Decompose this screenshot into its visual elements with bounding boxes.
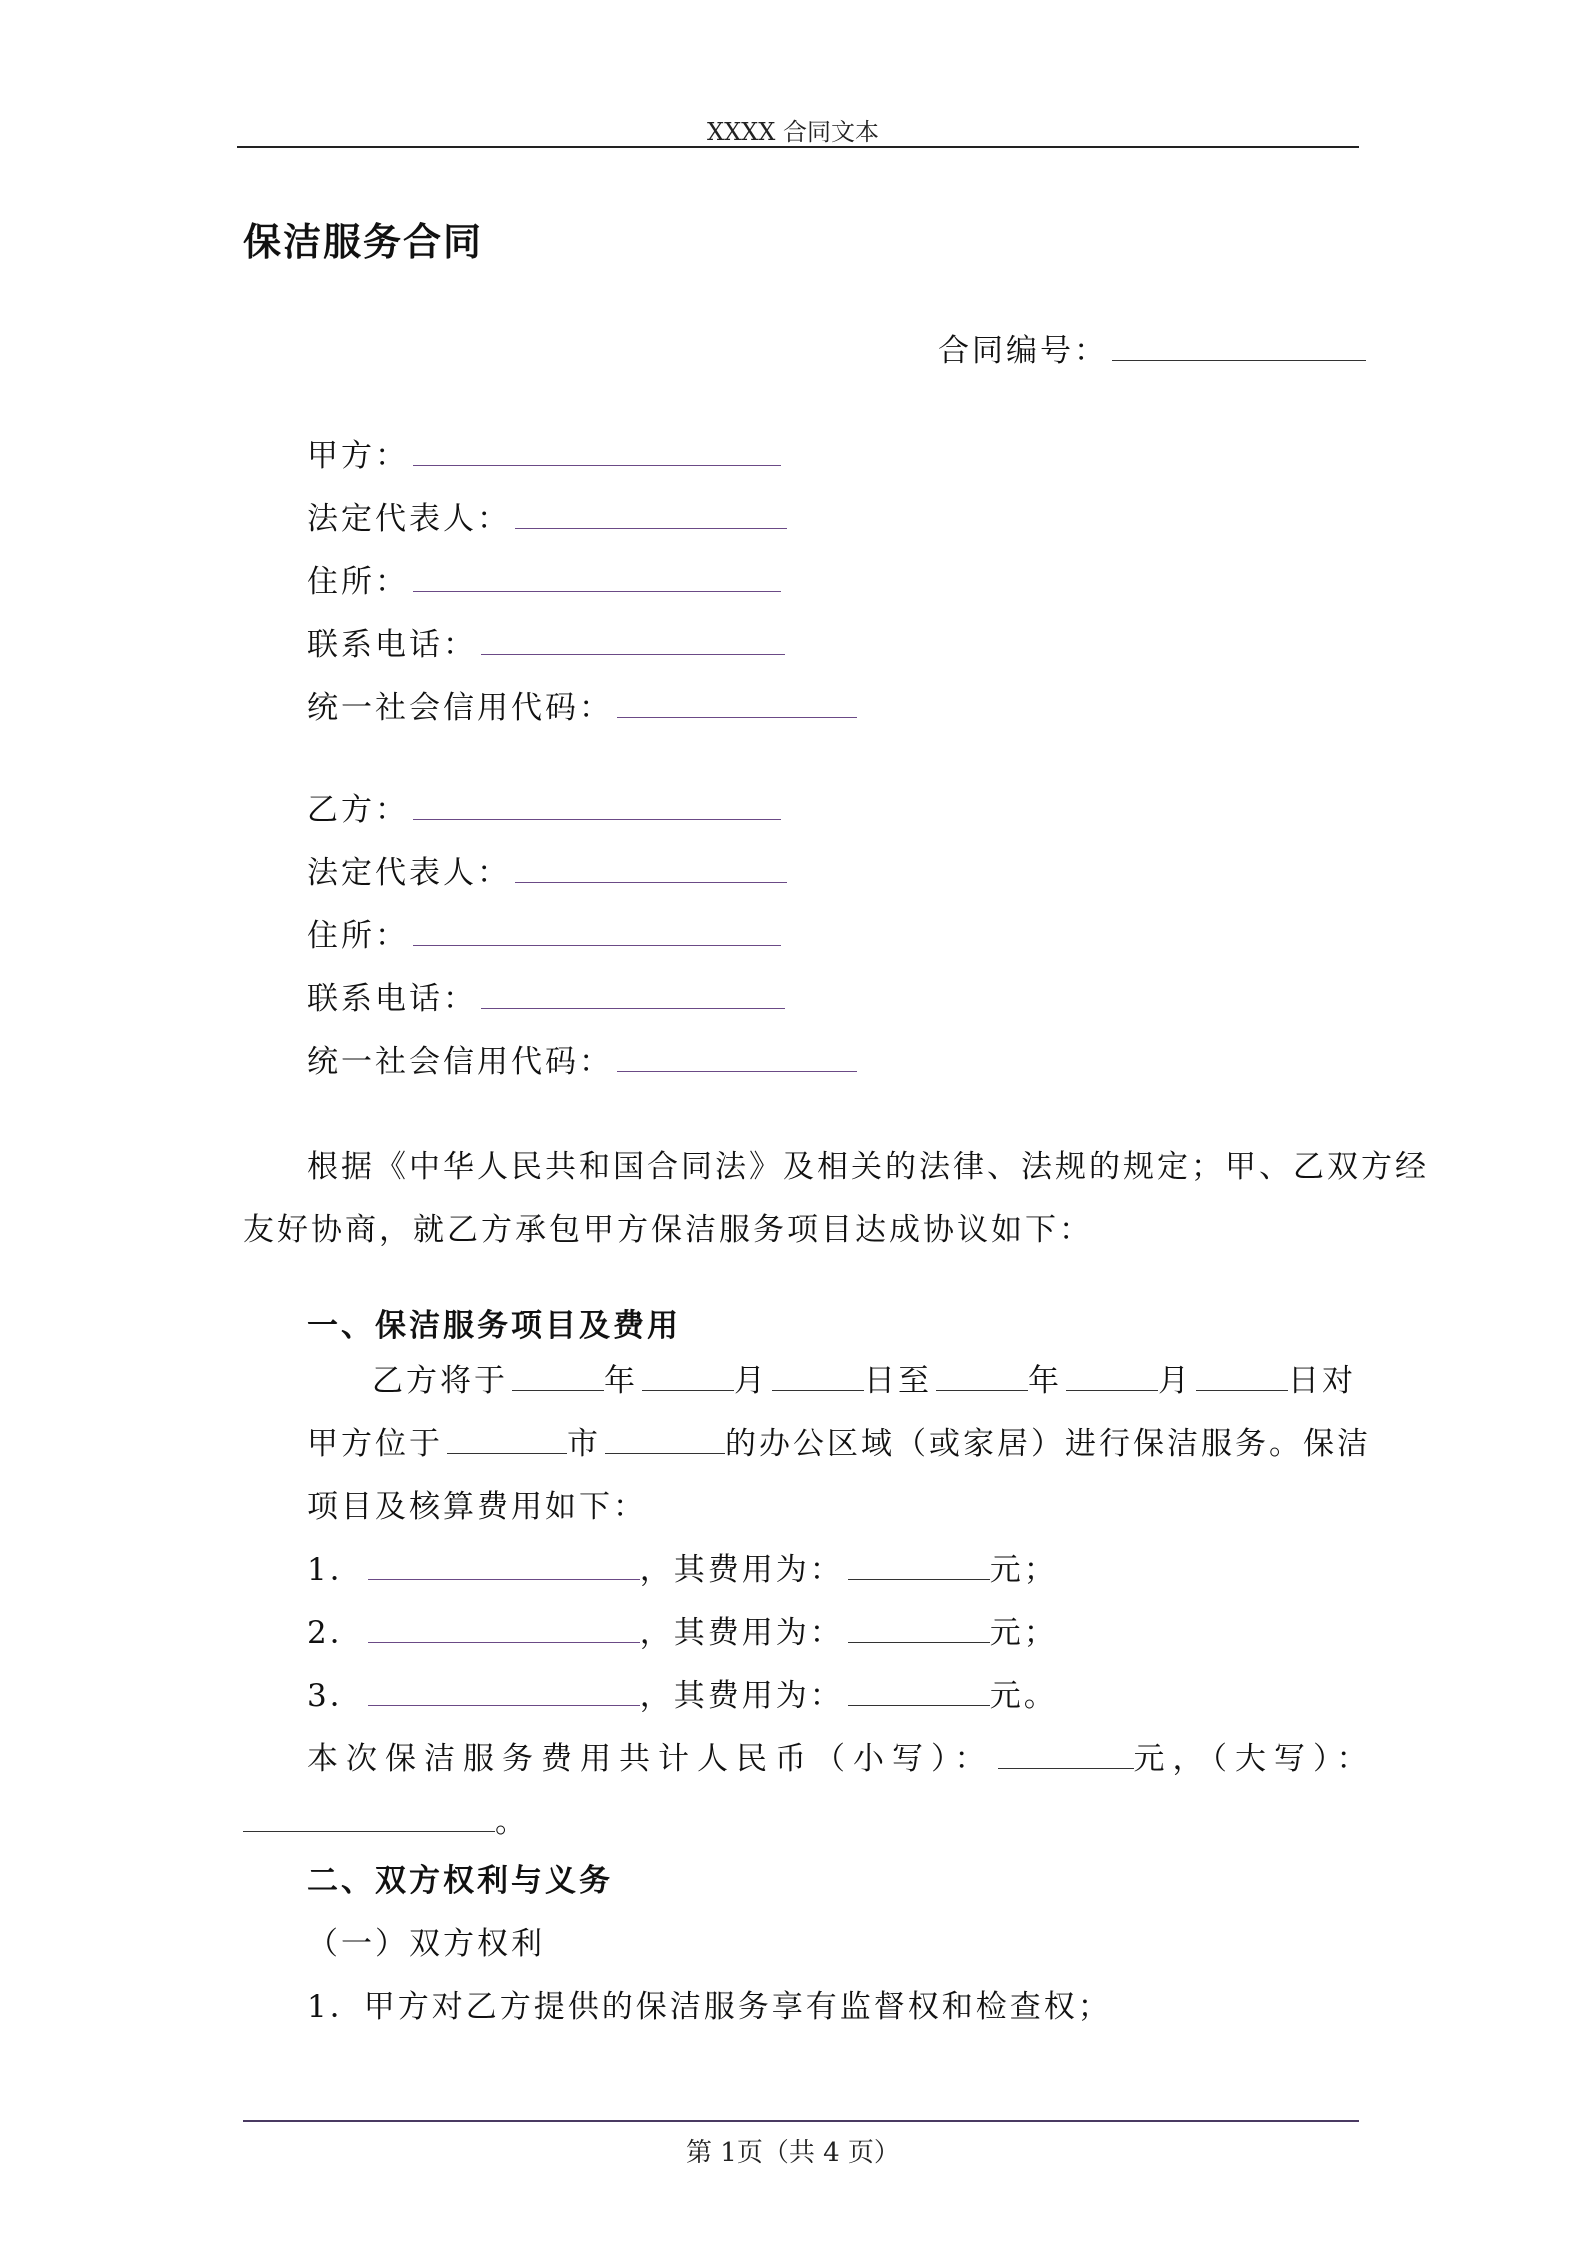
fee-item-2-amount-field[interactable] xyxy=(848,1611,990,1643)
month-text-2: 月 xyxy=(1158,1363,1192,1399)
party-b-rep-label: 法定代表人： xyxy=(307,855,511,891)
total-fee-label: 本次保洁服务费用共计人民币（小写）： xyxy=(307,1741,994,1777)
section-2-item-1: 1．甲方对乙方提供的保洁服务享有监督权和检查权； xyxy=(307,1989,1112,2025)
party-a-credit-code-row xyxy=(307,682,857,727)
party-a-phone-label: 联系电话： xyxy=(307,627,477,663)
header-rule xyxy=(237,146,1359,148)
section-1-heading: 一、保洁服务项目及费用 xyxy=(307,1308,681,1344)
fee-item-3-name-field[interactable] xyxy=(368,1674,640,1706)
fee-item-2-name-field[interactable] xyxy=(368,1611,640,1643)
month-text: 月 xyxy=(734,1363,768,1399)
fee-item-1-number: 1． xyxy=(307,1552,364,1588)
fee-item-3-unit: 元。 xyxy=(989,1678,1058,1714)
preamble-line-1: 根据《中华人民共和国合同法》及相关的法律、法规的规定；甲、乙双方经 xyxy=(307,1149,1429,1185)
location-text-end: 的办公区域（或家居）进行保洁服务。保洁 xyxy=(725,1426,1371,1462)
party-b-name-field[interactable] xyxy=(413,788,781,820)
end-year-field[interactable] xyxy=(936,1359,1028,1391)
fee-item-1-label: ，其费用为： xyxy=(639,1552,844,1588)
party-b-phone-label: 联系电话： xyxy=(307,981,477,1017)
fee-item-2 xyxy=(307,1607,1058,1652)
day-to-party-a-text: 日对 xyxy=(1288,1363,1356,1399)
party-a-credit-code-field[interactable] xyxy=(617,686,857,718)
total-fee-lowercase-field[interactable] xyxy=(998,1737,1134,1769)
party-b-address-field[interactable] xyxy=(413,914,781,946)
city-text: 市 xyxy=(567,1426,601,1462)
party-b-credit-code-field[interactable] xyxy=(617,1040,857,1072)
party-b-name-label: 乙方： xyxy=(307,792,409,828)
party-b-credit-code-label: 统一社会信用代码： xyxy=(307,1044,613,1080)
location-text-start: 甲方位于 xyxy=(307,1426,443,1462)
party-b-rep-row xyxy=(307,847,787,892)
day-to-text: 日至 xyxy=(864,1363,932,1399)
party-a-phone-row xyxy=(307,619,785,664)
party-a-rep-row xyxy=(307,493,787,538)
party-a-name-row xyxy=(307,430,781,475)
fee-item-3-amount-field[interactable] xyxy=(848,1674,990,1706)
party-a-rep-field[interactable] xyxy=(515,497,787,529)
fee-item-1 xyxy=(307,1544,1058,1589)
page-footer: 第 1页（共 4 页） xyxy=(686,2138,900,2168)
fee-item-1-unit: 元； xyxy=(989,1552,1058,1588)
party-a-rep-label: 法定代表人： xyxy=(307,501,511,537)
service-period-line xyxy=(372,1355,1356,1400)
party-b-phone-row xyxy=(307,973,785,1018)
footer-rule xyxy=(243,2120,1359,2122)
page-header: XXXX 合同文本 xyxy=(707,118,879,146)
fee-item-2-number: 2． xyxy=(307,1615,364,1651)
party-a-phone-field[interactable] xyxy=(481,623,785,655)
fee-item-1-amount-field[interactable] xyxy=(848,1548,990,1580)
location-field-1[interactable] xyxy=(447,1422,567,1454)
party-a-address-label: 住所： xyxy=(307,564,409,600)
contract-number-row xyxy=(938,325,1366,370)
service-period-text-start: 乙方将于 xyxy=(372,1363,508,1399)
party-a-name-label: 甲方： xyxy=(307,438,409,474)
fee-item-3-label: ，其费用为： xyxy=(639,1678,844,1714)
end-day-field[interactable] xyxy=(1196,1359,1288,1391)
total-fee-uppercase-line xyxy=(243,1796,529,1841)
party-a-address-field[interactable] xyxy=(413,560,781,592)
contract-number-field[interactable] xyxy=(1112,329,1366,361)
section-2-heading: 二、双方权利与义务 xyxy=(307,1863,613,1899)
fee-item-2-unit: 元； xyxy=(989,1615,1058,1651)
service-location-line xyxy=(307,1418,1371,1463)
end-month-field[interactable] xyxy=(1066,1359,1158,1391)
section-2-subheading: （一）双方权利 xyxy=(307,1926,545,1962)
party-b-phone-field[interactable] xyxy=(481,977,785,1009)
year-text: 年 xyxy=(604,1363,638,1399)
fee-item-3-number: 3． xyxy=(307,1678,364,1714)
start-day-field[interactable] xyxy=(772,1359,864,1391)
start-month-field[interactable] xyxy=(642,1359,734,1391)
preamble-line-2: 友好协商，就乙方承包甲方保洁服务项目达成协议如下： xyxy=(243,1212,1093,1248)
total-fee-end: 。 xyxy=(495,1804,529,1840)
fee-item-1-name-field[interactable] xyxy=(368,1548,640,1580)
party-b-credit-code-row xyxy=(307,1036,857,1081)
fee-item-3 xyxy=(307,1670,1058,1715)
year-text-2: 年 xyxy=(1028,1363,1062,1399)
fee-item-2-label: ，其费用为： xyxy=(639,1615,844,1651)
party-a-address-row xyxy=(307,556,781,601)
contract-number-label: 合同编号： xyxy=(938,333,1108,369)
party-b-address-row xyxy=(307,910,781,955)
location-field-2[interactable] xyxy=(605,1422,725,1454)
items-intro-line: 项目及核算费用如下： xyxy=(307,1489,647,1525)
total-fee-uppercase-field[interactable] xyxy=(243,1800,495,1832)
party-b-name-row xyxy=(307,784,781,829)
document-title: 保洁服务合同 xyxy=(243,219,484,264)
total-fee-unit: 元，（大写）： xyxy=(1133,1741,1376,1777)
party-a-credit-code-label: 统一社会信用代码： xyxy=(307,690,613,726)
total-fee-line xyxy=(307,1733,1376,1778)
start-year-field[interactable] xyxy=(512,1359,604,1391)
party-b-rep-field[interactable] xyxy=(515,851,787,883)
party-a-name-field[interactable] xyxy=(413,434,781,466)
party-b-address-label: 住所： xyxy=(307,918,409,954)
